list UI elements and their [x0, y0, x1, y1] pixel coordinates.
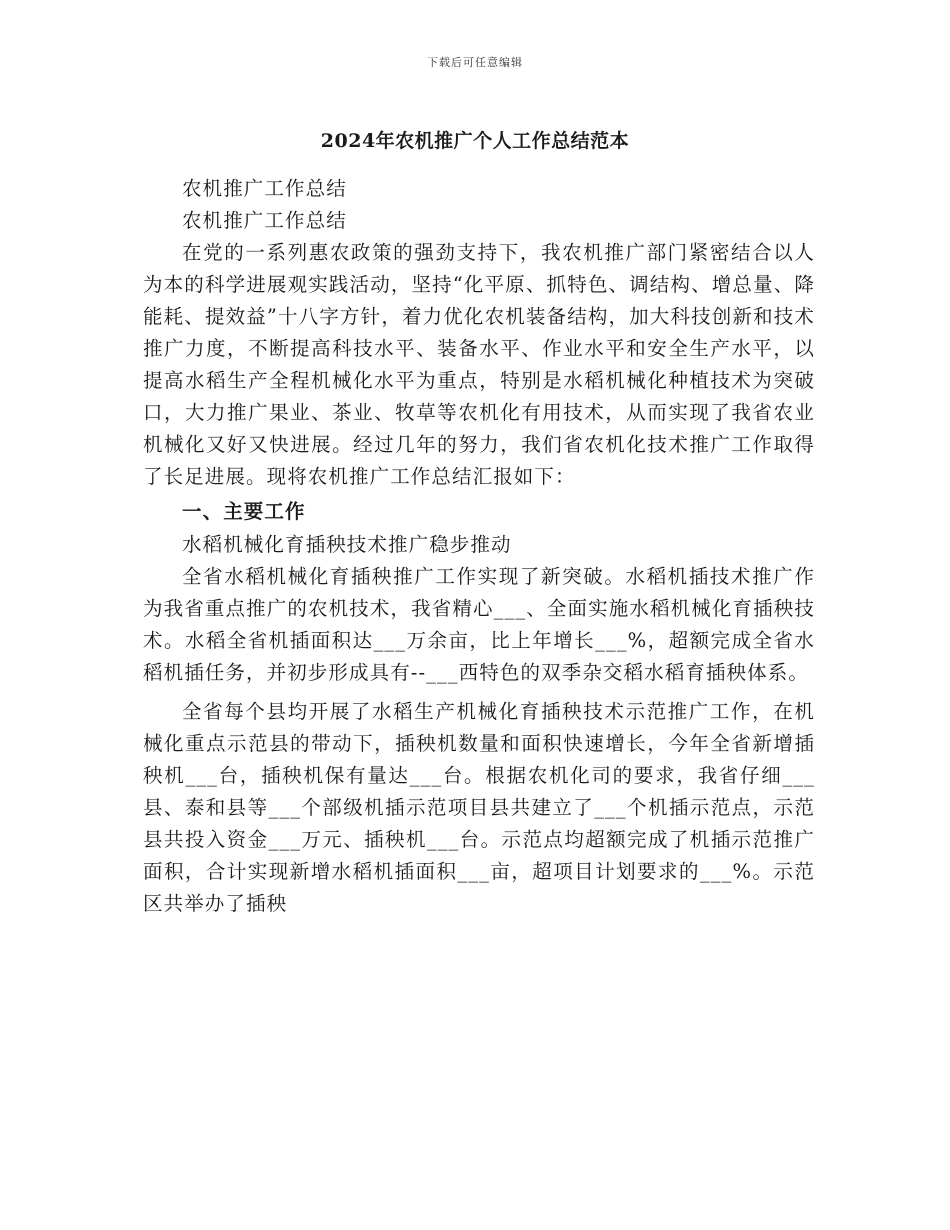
subtitle-line: 农机推广工作总结: [182, 209, 347, 232]
section-heading: 一、主要工作: [182, 500, 306, 523]
subtitle-line: 农机推广工作总结: [182, 177, 347, 200]
page-header-note: 下载后可任意编辑: [427, 56, 523, 69]
subsection-heading: 水稻机械化育插秧技术推广稳步推动: [182, 533, 512, 556]
document-body: [143, 173, 815, 920]
document-title: 2024年农机推广个人工作总结范本: [320, 130, 630, 152]
body-paragraph: 全省水稻机械化育插秧推广工作实现了新突破。水稻机插技术推广作为我省重点推广的农机技术，我省精心___、全面实施水稻机械化育插秧技术。水稻全省机插面积达___万余亩，比上年增长___%，超额完成全省水稻机插任务，并初步形成具有--___西特色的双季杂交稻水稻育插秧体系。: [143, 565, 815, 684]
body-paragraph: 全省每个县均开展了水稻生产机械化育插秧技术示范推广工作，在机械化重点示范县的带动下，插秧机数量和面积快速增长，今年全省新增插秧机___台，插秧机保有量达___台。根据农机化司的要求，我省仔细___县、泰和县等___个部级机插示范项目县共建立了___个机插示范点，示范县共投入资金___万元、插秧机___台。示范点均超额完成了机插示范推广面积，合计实现新增水稻机插面积___亩，超项目计划要求的___%。示范区共举办了插秧: [143, 700, 815, 915]
intro-paragraph: 在党的一系列惠农政策的强劲支持下，我农机推广部门紧密结合以人为本的科学进展观实践活动，坚持“化平原、抓特色、调结构、增总量、降能耗、提效益”十八字方针，着力优化农机装备结构，加大科技创新和技术推广力度，不断提高科技水平、装备水平、作业水平和安全生产水平，以提高水稻生产全程机械化水平为重点，特别是水稻机械化种植技术为突破口，大力推广果业、茶业、牧草等农机化有用技术，从而实现了我省农业机械化又好又快进展。经过几年的努力，我们省农机化技术推广工作取得了长足进展。现将农机推广工作总结汇报如下：: [143, 241, 815, 488]
